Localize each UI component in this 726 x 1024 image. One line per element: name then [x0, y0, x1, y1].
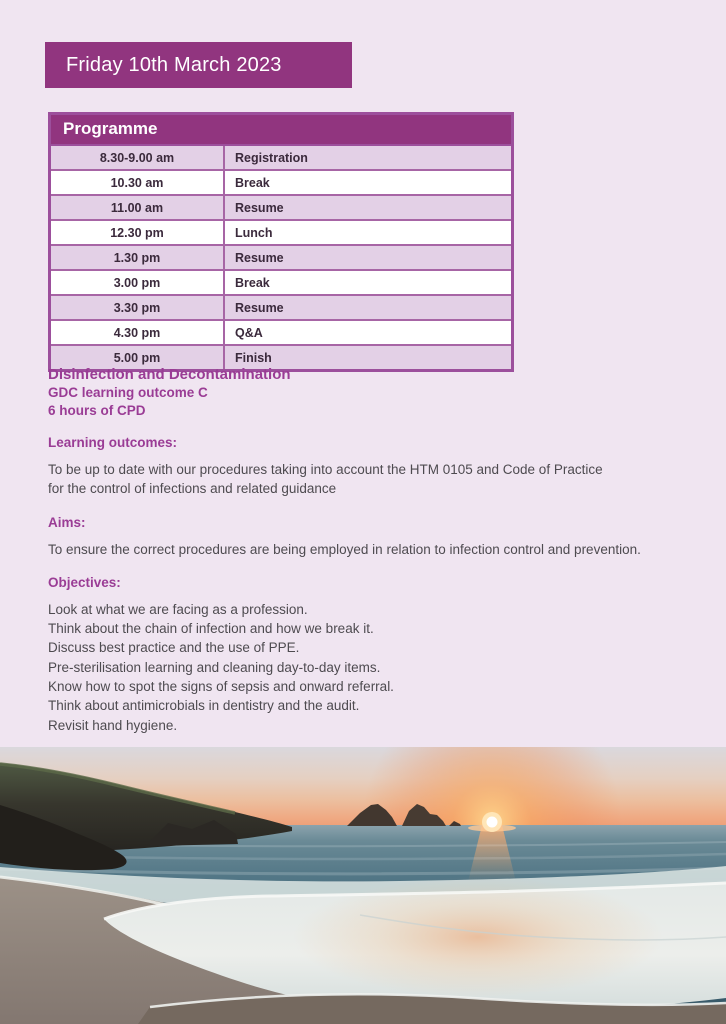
activity-cell: Q&A [224, 320, 513, 345]
objective-item: Discuss best practice and the use of PPE. [48, 640, 300, 656]
date-banner [45, 42, 352, 88]
course-subtitle-cpd: 6 hours of CPD [48, 402, 146, 418]
activity-cell: Resume [224, 195, 513, 220]
course-description [48, 365, 716, 735]
aims-heading: Aims: [48, 514, 86, 530]
activity-cell: Break [224, 170, 513, 195]
activity-cell: Resume [224, 245, 513, 270]
programme-table-title: Programme [50, 114, 513, 146]
programme-header-row [50, 114, 513, 146]
beach-sunset-photo [0, 747, 726, 1024]
date-banner-label: Friday 10th March 2023 [66, 53, 282, 76]
course-subtitle-gdc: GDC learning outcome C [48, 385, 208, 400]
time-cell: 4.30 pm [50, 320, 225, 345]
objective-item: Revisit hand hygiene. [48, 717, 178, 733]
aims-line: To ensure the correct procedures are being employed in relation to infection control and prevention. [48, 541, 641, 557]
time-cell: 3.00 pm [50, 270, 225, 295]
learning-outcomes-line: for the control of infections and related guidance [48, 481, 337, 497]
table-row [50, 270, 513, 295]
time-cell: 1.30 pm [50, 245, 225, 270]
time-cell: 8.30-9.00 am [50, 145, 225, 170]
activity-cell: Resume [224, 295, 513, 320]
objective-item: Look at what we are facing as a profession. [48, 601, 308, 617]
objective-item: Know how to spot the signs of sepsis and onward referral. [48, 679, 394, 695]
table-row [50, 295, 513, 320]
activity-cell: Lunch [224, 220, 513, 245]
table-row [50, 195, 513, 220]
learning-outcomes-heading: Learning outcomes: [48, 435, 178, 450]
activity-cell: Break [224, 270, 513, 295]
objective-item: Pre-sterilisation learning and cleaning day-to-day items. [48, 659, 381, 675]
time-cell: 10.30 am [50, 170, 225, 195]
table-row [50, 320, 513, 345]
time-cell: 3.30 pm [50, 295, 225, 320]
learning-outcomes-line: To be up to date with our procedures taking into account the HTM 0105 and Code of Practice [48, 462, 603, 477]
sun-core [487, 817, 498, 828]
activity-cell: Finish [224, 345, 513, 371]
objectives-heading: Objectives: [48, 574, 121, 590]
time-cell: 12.30 pm [50, 220, 225, 245]
programme-table [48, 112, 514, 372]
time-cell: 5.00 pm [50, 345, 225, 371]
objective-item: Think about the chain of infection and how we break it. [48, 621, 374, 637]
activity-cell: Registration [224, 145, 513, 170]
table-row [50, 170, 513, 195]
table-row [50, 145, 513, 170]
course-title: Disinfection and Decontamination [48, 366, 291, 383]
objective-item: Think about antimicrobials in dentistry and the audit. [48, 698, 360, 714]
table-row [50, 220, 513, 245]
time-cell: 11.00 am [50, 195, 225, 220]
table-row [50, 245, 513, 270]
